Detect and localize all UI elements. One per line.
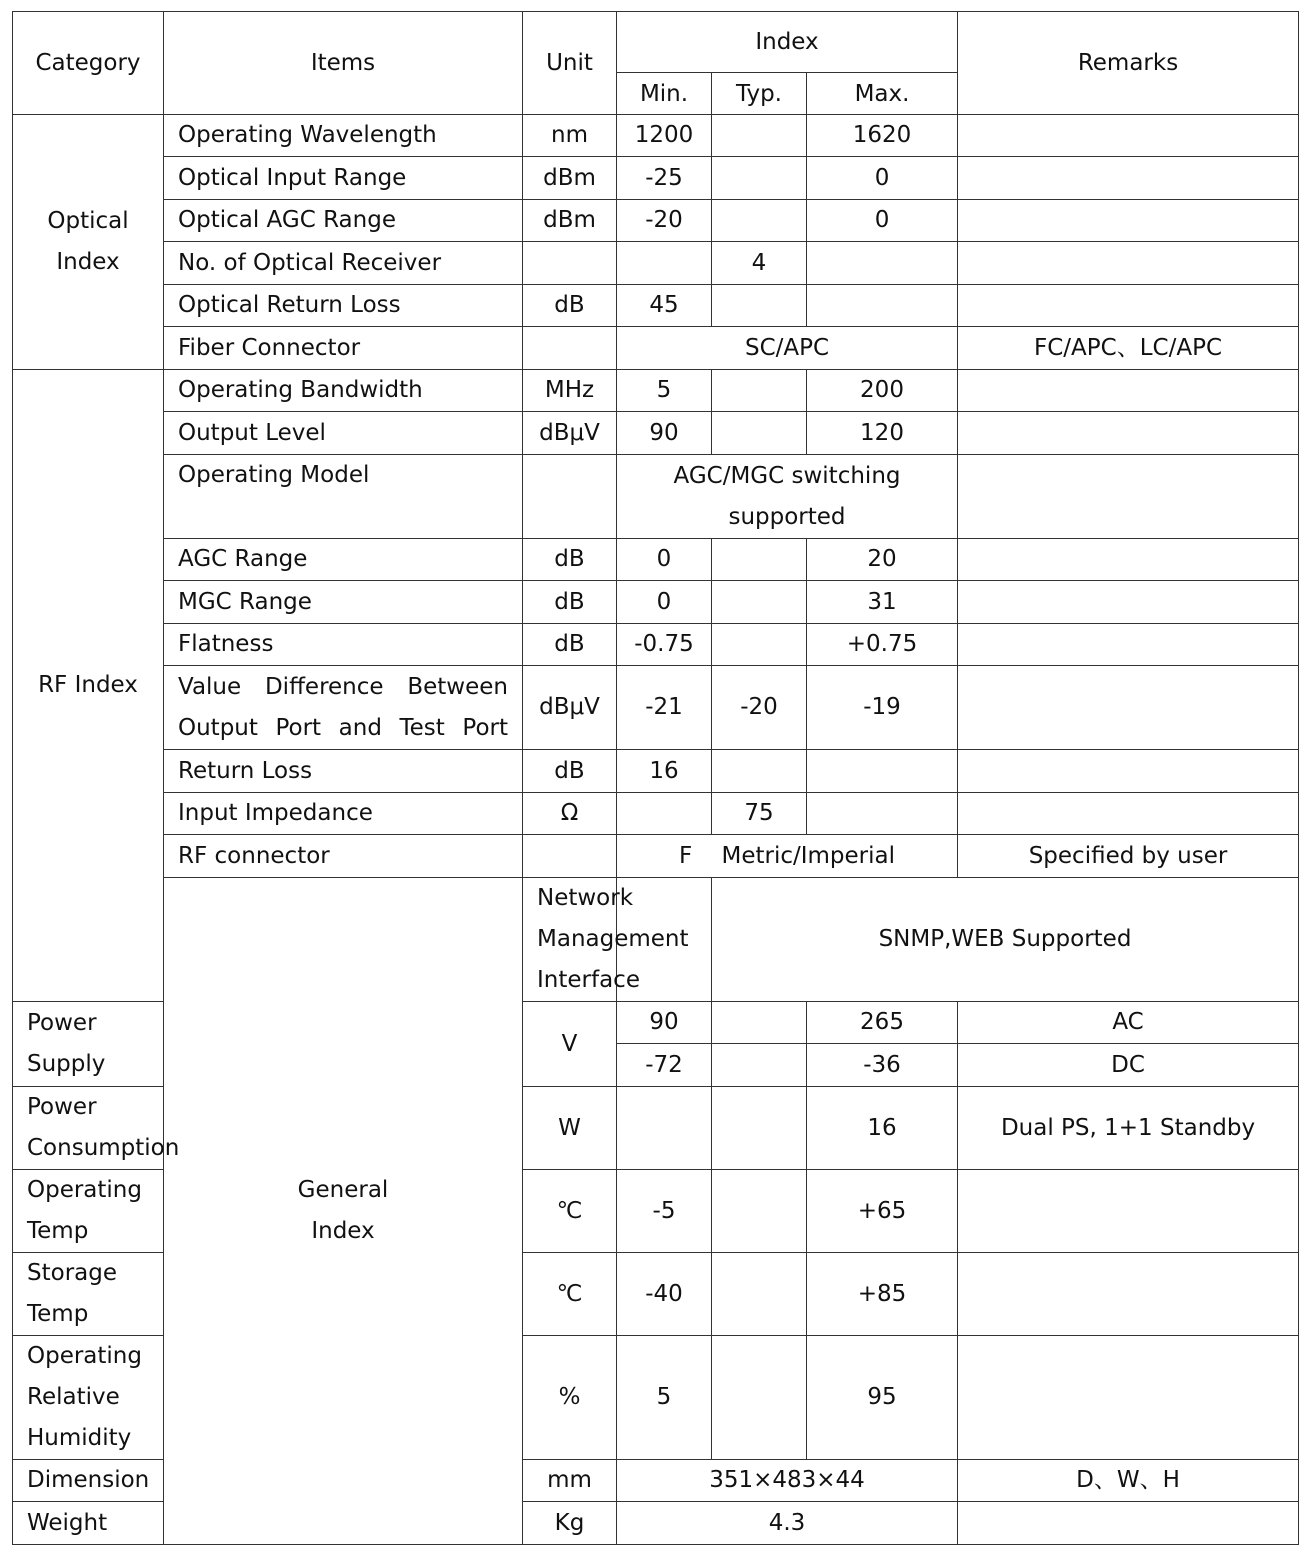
item-cell: MGC Range: [164, 581, 523, 624]
item-cell: Power Supply: [13, 1002, 164, 1087]
remarks-cell: AC: [958, 1002, 1299, 1044]
item-cell: Operating Model: [164, 455, 523, 539]
category-rf: RF Index: [13, 370, 164, 1002]
header-typ: Typ.: [712, 73, 807, 115]
item-cell: Output Level: [164, 412, 523, 455]
operating-model-line2: supported: [728, 503, 846, 530]
table-row: [13, 624, 1299, 666]
item-cell: Dimension: [13, 1460, 164, 1502]
table-row: [13, 878, 1299, 1002]
unit-cell: W: [523, 1087, 617, 1170]
item-cell: Operating Wavelength: [164, 115, 523, 157]
item-cell: RF connector: [164, 835, 523, 878]
typ-cell: -20: [712, 666, 807, 750]
unit-cell: mm: [523, 1460, 617, 1502]
merged-value-cell: 351×483×44: [617, 1460, 958, 1502]
remarks-cell: [958, 750, 1299, 793]
remarks-cell: [958, 285, 1299, 327]
table-row: [13, 835, 1299, 878]
unit-cell: [523, 242, 617, 285]
remarks-cell: [958, 581, 1299, 624]
min-cell: 5: [617, 1336, 712, 1460]
remarks-cell: [958, 242, 1299, 285]
min-cell: 90: [617, 1002, 712, 1044]
remarks-cell: Dual PS, 1+1 Standby: [958, 1087, 1299, 1170]
remarks-cell: [958, 115, 1299, 157]
remarks-cell: [958, 370, 1299, 412]
unit-cell: dBμV: [523, 666, 617, 750]
max-cell: [807, 242, 958, 285]
min-cell: -0.75: [617, 624, 712, 666]
value-difference-line1: Value Difference Between: [178, 673, 508, 700]
typ-cell: [712, 1087, 807, 1170]
unit-cell: dB: [523, 624, 617, 666]
table-row: [13, 157, 1299, 200]
item-cell: [164, 666, 523, 750]
unit-cell: dB: [523, 285, 617, 327]
remarks-cell: [958, 1170, 1299, 1253]
remarks-cell: [958, 412, 1299, 455]
min-cell: 16: [617, 750, 712, 793]
max-cell: 31: [807, 581, 958, 624]
typ-cell: 75: [712, 793, 807, 835]
table-row: [13, 115, 1299, 157]
category-general: [164, 878, 523, 1545]
typ-cell: [712, 750, 807, 793]
merged-value-cell: 4.3: [617, 1502, 958, 1545]
unit-cell: dBμV: [523, 412, 617, 455]
unit-cell: [523, 835, 617, 878]
remarks-cell: [958, 624, 1299, 666]
remarks-cell: [958, 200, 1299, 242]
min-cell: -21: [617, 666, 712, 750]
table-row: [13, 581, 1299, 624]
typ-cell: 4: [712, 242, 807, 285]
typ-cell: [712, 1253, 807, 1336]
item-cell: Optical Input Range: [164, 157, 523, 200]
item-cell: Return Loss: [164, 750, 523, 793]
category-general-line2: Index: [311, 1218, 375, 1244]
typ-cell: [712, 157, 807, 200]
typ-cell: [712, 200, 807, 242]
remarks-cell: DC: [958, 1044, 1299, 1087]
min-cell: [617, 793, 712, 835]
min-cell: -72: [617, 1044, 712, 1087]
typ-cell: [712, 115, 807, 157]
category-optical: [13, 115, 164, 370]
network-line1: Network Management: [537, 885, 689, 952]
item-cell: Optical AGC Range: [164, 200, 523, 242]
table-row: [13, 539, 1299, 581]
typ-cell: [712, 1002, 807, 1044]
item-cell: Input Impedance: [164, 793, 523, 835]
max-cell: [807, 750, 958, 793]
min-cell: 45: [617, 285, 712, 327]
max-cell: -19: [807, 666, 958, 750]
header-index: Index: [617, 12, 958, 73]
max-cell: 0: [807, 200, 958, 242]
remarks-cell: [958, 1502, 1299, 1545]
remarks-cell: [958, 666, 1299, 750]
unit-cell: Ω: [523, 793, 617, 835]
remarks-cell: Specified by user: [958, 835, 1299, 878]
typ-cell: [712, 624, 807, 666]
category-optical-line1: Optical: [47, 208, 129, 234]
header-max: Max.: [807, 73, 958, 115]
unit-cell: [523, 455, 617, 539]
unit-cell: dB: [523, 750, 617, 793]
header-remarks: Remarks: [958, 12, 1299, 115]
table-row: [13, 285, 1299, 327]
merged-value-cell: SNMP,WEB Supported: [712, 878, 1299, 1002]
item-cell: Power Consumption: [13, 1087, 164, 1170]
table-row: [13, 327, 1299, 370]
header-row-1: [13, 12, 1299, 73]
item-cell: Storage Temp: [13, 1253, 164, 1336]
unit-cell: dB: [523, 581, 617, 624]
item-cell: No. of Optical Receiver: [164, 242, 523, 285]
min-cell: 90: [617, 412, 712, 455]
remarks-cell: [958, 157, 1299, 200]
unit-cell: V: [523, 1002, 617, 1087]
min-cell: [617, 242, 712, 285]
unit-cell: ℃: [523, 1253, 617, 1336]
max-cell: +65: [807, 1170, 958, 1253]
remarks-cell: [958, 539, 1299, 581]
header-category: Category: [13, 12, 164, 115]
table-row: [13, 200, 1299, 242]
unit-cell: Kg: [523, 1502, 617, 1545]
unit-cell: MHz: [523, 370, 617, 412]
typ-cell: [712, 1044, 807, 1087]
item-cell: Flatness: [164, 624, 523, 666]
max-cell: [807, 793, 958, 835]
item-cell: Weight: [13, 1502, 164, 1545]
remarks-cell: [958, 793, 1299, 835]
typ-cell: [712, 370, 807, 412]
typ-cell: [712, 581, 807, 624]
max-cell: 0: [807, 157, 958, 200]
table-row: [13, 370, 1299, 412]
remarks-cell: [958, 455, 1299, 539]
item-cell: Operating Temp: [13, 1170, 164, 1253]
network-line2: Interface: [537, 967, 640, 993]
table-row: [13, 793, 1299, 835]
min-cell: 5: [617, 370, 712, 412]
remarks-cell: D、W、H: [958, 1460, 1299, 1502]
item-cell: Operating Bandwidth: [164, 370, 523, 412]
category-optical-line2: Index: [56, 249, 120, 275]
table-row: [13, 455, 1299, 539]
remarks-cell: [958, 1253, 1299, 1336]
item-cell: Optical Return Loss: [164, 285, 523, 327]
min-cell: 1200: [617, 115, 712, 157]
max-cell: 200: [807, 370, 958, 412]
max-cell: 120: [807, 412, 958, 455]
table-row: [13, 750, 1299, 793]
unit-cell: dBm: [523, 200, 617, 242]
unit-cell: ℃: [523, 1170, 617, 1253]
merged-value-cell: F Metric/Imperial: [617, 835, 958, 878]
max-cell: 20: [807, 539, 958, 581]
unit-cell: nm: [523, 115, 617, 157]
min-cell: 0: [617, 539, 712, 581]
header-min: Min.: [617, 73, 712, 115]
typ-cell: [712, 285, 807, 327]
item-cell: Operating Relative Humidity: [13, 1336, 164, 1460]
max-cell: 95: [807, 1336, 958, 1460]
max-cell: 16: [807, 1087, 958, 1170]
category-general-line1: General: [297, 1177, 389, 1203]
max-cell: 265: [807, 1002, 958, 1044]
item-cell: [523, 878, 689, 1002]
typ-cell: [712, 412, 807, 455]
min-cell: -25: [617, 157, 712, 200]
min-cell: -5: [617, 1170, 712, 1253]
operating-model-line1: AGC/MGC switching: [673, 462, 901, 489]
min-cell: 0: [617, 581, 712, 624]
typ-cell: [712, 1336, 807, 1460]
item-cell: Fiber Connector: [164, 327, 523, 370]
unit-cell: dB: [523, 539, 617, 581]
min-cell: -40: [617, 1253, 712, 1336]
unit-cell: %: [523, 1336, 617, 1460]
unit-cell: dBm: [523, 157, 617, 200]
merged-value-cell: SC/APC: [617, 327, 958, 370]
max-cell: -36: [807, 1044, 958, 1087]
remarks-cell: [958, 1336, 1299, 1460]
header-items: Items: [164, 12, 523, 115]
spec-table: [12, 11, 1299, 1545]
min-cell: -20: [617, 200, 712, 242]
typ-cell: [712, 539, 807, 581]
unit-cell: [523, 327, 617, 370]
item-cell: AGC Range: [164, 539, 523, 581]
merged-value-cell: [617, 455, 958, 539]
value-difference-line2: Output Port and Test Port: [178, 714, 508, 741]
max-cell: [807, 285, 958, 327]
max-cell: +0.75: [807, 624, 958, 666]
table-row: [13, 412, 1299, 455]
max-cell: +85: [807, 1253, 958, 1336]
min-cell: [617, 1087, 712, 1170]
table-row: [13, 242, 1299, 285]
header-unit: Unit: [523, 12, 617, 115]
table-row: [13, 666, 1299, 750]
typ-cell: [712, 1170, 807, 1253]
remarks-cell: FC/APC、LC/APC: [958, 327, 1299, 370]
max-cell: 1620: [807, 115, 958, 157]
